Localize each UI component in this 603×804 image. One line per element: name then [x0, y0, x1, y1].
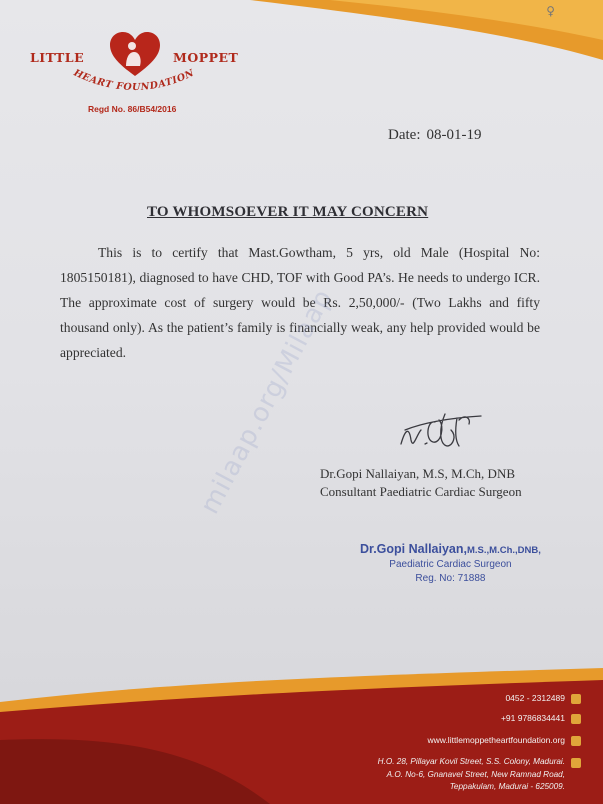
- globe-icon: [571, 736, 581, 746]
- doctor-signature-block: [320, 465, 522, 501]
- svg-text:HEART FOUNDATION: [71, 67, 196, 93]
- footer-address: [378, 756, 565, 794]
- stamp-title: Paediatric Cardiac Surgeon: [389, 559, 512, 570]
- letter-heading: TO WHOMSOEVER IT MAY CONCERN: [147, 204, 429, 220]
- address-line-3: Teppakulam, Madurai - 625009.: [449, 782, 565, 791]
- date-value: 08-01-19: [426, 127, 482, 143]
- footer-phone-2: +91 9786834441: [500, 713, 565, 723]
- phone-icon: [571, 694, 581, 704]
- stamp-name: Dr.Gopi Nallaiyan,: [360, 542, 467, 556]
- registration-number: Regd No. 86/B54/2016: [88, 104, 177, 114]
- stamp-degrees: M.S.,M.Ch.,DNB,: [466, 545, 541, 556]
- mobile-icon: [571, 714, 581, 724]
- footer-phone-1: 0452 - 2312489: [505, 693, 565, 703]
- date-line: [388, 127, 487, 144]
- stamp-reg: Reg. No: 71888: [415, 573, 486, 584]
- address-line-1: H.O. 28, Pillayar Kovil Street, S.S. Colony, Madurai.: [377, 757, 565, 766]
- date-label: Date:: [388, 127, 421, 143]
- doctor-title: Consultant Paediatric Cardiac Surgeon: [320, 484, 522, 499]
- location-icon: [571, 758, 581, 768]
- watermark: milaap.org/Milaap: [195, 284, 339, 520]
- address-line-2: A.O. No-6, Gnanavel Street, New Ramnad Road,: [386, 769, 565, 779]
- logo-arc-label: HEART FOUNDATION: [71, 67, 197, 94]
- doctor-name: Dr.Gopi Nallaiyan, M.S, M.Ch, DNB: [320, 466, 515, 481]
- logo-word-left: LITTLE: [30, 50, 85, 65]
- corner-mark: ♀: [546, 4, 555, 18]
- doctor-stamp: [360, 542, 541, 586]
- handwritten-signature: [395, 400, 485, 460]
- footer-website: www.littlemoppetheartfoundation.org: [427, 735, 565, 745]
- body-paragraph: This is to certify that Mast.Gowtham, 5 yrs, old Male (Hospital No: 1805150181), diagnosed to have CHD, TOF with Good PA’s. He needs to undergo ICR. The approximate cost of surgery would be Rs. 2,50,000/- (Two Lakhs and fifty thousand only). As the patient’s family is financially weak, any help provided would be appreciated.: [60, 245, 540, 360]
- foundation-logo: [28, 30, 243, 120]
- logo-word-right: MOPPET: [173, 50, 239, 65]
